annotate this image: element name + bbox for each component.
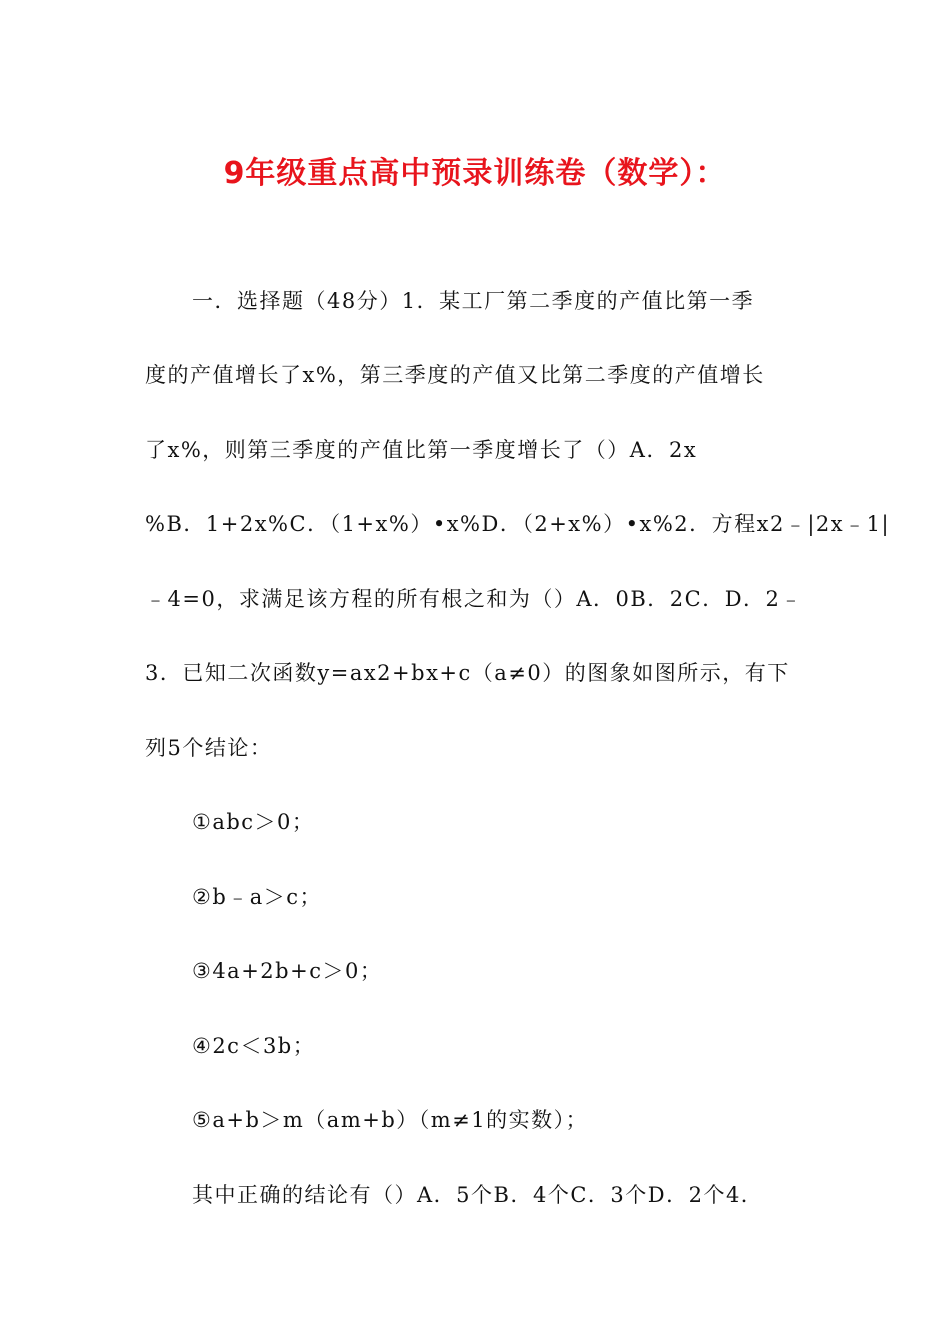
text-line-7: 列5个结论： (145, 736, 273, 760)
text-line-13: 其中正确的结论有（）A．5个B．4个C．3个D．2个4． (192, 1183, 764, 1207)
conclusion-4: ④2c＜3b； (192, 1034, 316, 1058)
text-line-1: 一．选择题（48分）1．某工厂第二季度的产值比第一季 (192, 289, 755, 313)
text-line-6: 3．已知二次函数y=ax2+bx+c（a≠0）的图象如图所示，有下 (145, 661, 790, 685)
conclusion-3: ③4a+2b+c＞0； (192, 959, 383, 983)
conclusion-1: ①abc＞0； (192, 810, 315, 834)
conclusion-2: ②b﹣a＞c； (192, 885, 323, 909)
text-line-3: 了x%，则第三季度的产值比第一季度增长了（）A．2x (145, 438, 698, 462)
conclusion-5: ⑤a+b＞m（am+b）（m≠1的实数）； (192, 1108, 589, 1132)
text-line-5: ﹣4=0，求满足该方程的所有根之和为（）A．0B．2C．D．2﹣ (145, 587, 803, 611)
text-line-2: 度的产值增长了x%，第三季度的产值又比第二季度的产值增长 (145, 363, 765, 387)
page-title: 9年级重点高中预录训练卷（数学）： (223, 156, 727, 191)
text-line-4: %B．1+2x%C．（1+x%）•x%D．（2+x%）•x%2．方程x2﹣|2x﹣1| (145, 512, 891, 536)
